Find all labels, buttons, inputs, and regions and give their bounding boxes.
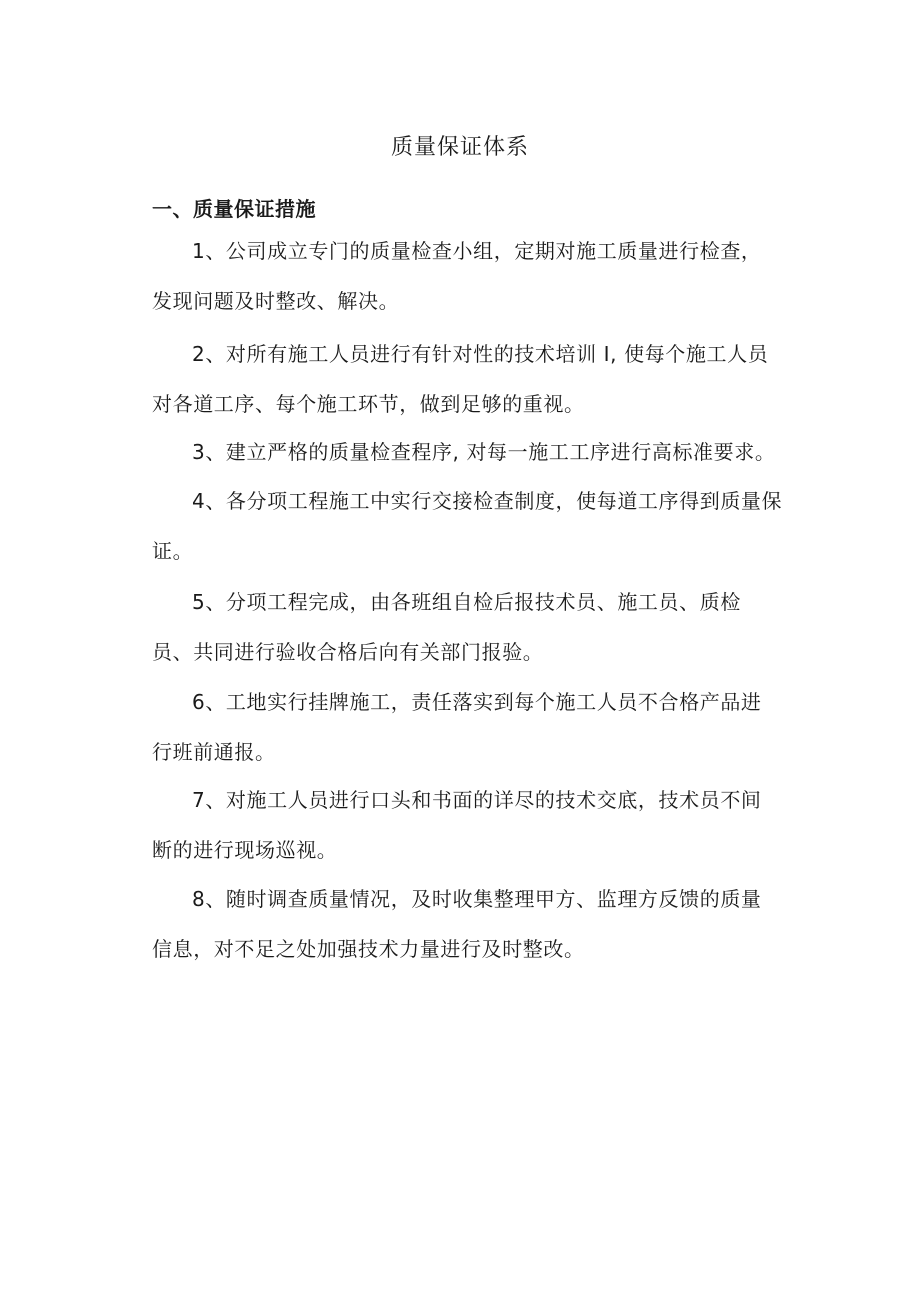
paragraph-line: 5、分项工程完成，由各班组自检后报技术员、施工员、质检 xyxy=(192,590,741,614)
list-item xyxy=(152,874,820,974)
paragraph-line: 断的进行现场巡视。 xyxy=(152,838,338,862)
paragraph-line: 4、各分项工程施工中实行交接检查制度，使每道工序得到质量保 xyxy=(192,489,783,513)
paragraph-line: 2、对所有施工人员进行有针对性的技术培训 I, 使每个施工人员 xyxy=(192,342,769,366)
list-item xyxy=(152,775,820,875)
list-item xyxy=(152,677,820,777)
list-item xyxy=(152,226,820,326)
list-item xyxy=(152,329,820,429)
paragraph-line: 行班前通报。 xyxy=(152,740,276,764)
paragraph-line: 员、共同进行验收合格后向有关部门报验。 xyxy=(152,640,544,664)
paragraph-line: 6、工地实行挂牌施工，责任落实到每个施工人员不合格产品进 xyxy=(192,690,762,714)
section-heading: 一、质量保证措施 xyxy=(152,197,316,221)
list-item xyxy=(152,427,820,477)
paragraph-line: 8、随时调查质量情况，及时收集整理甲方、监理方反馈的质量 xyxy=(192,887,762,911)
list-item xyxy=(152,577,820,677)
paragraph-line: 7、对施工人员进行口头和书面的详尽的技术交底，技术员不间 xyxy=(192,788,762,812)
page-title: 质量保证体系 xyxy=(390,135,529,160)
paragraph-line: 3、建立严格的质量检查程序, 对每一施工工序进行高标准要求。 xyxy=(192,440,776,464)
paragraph-line: 1、公司成立专门的质量检查小组，定期对施工质量进行检查， xyxy=(192,239,762,263)
paragraph-line: 发现问题及时整改、解决。 xyxy=(152,289,400,313)
paragraph-line: 证。 xyxy=(152,539,194,563)
paragraph-line: 信息，对不足之处加强技术力量进行及时整改。 xyxy=(152,937,585,961)
list-item xyxy=(152,476,820,576)
paragraph-line: 对各道工序、每个施工环节，做到足够的重视。 xyxy=(152,392,585,416)
